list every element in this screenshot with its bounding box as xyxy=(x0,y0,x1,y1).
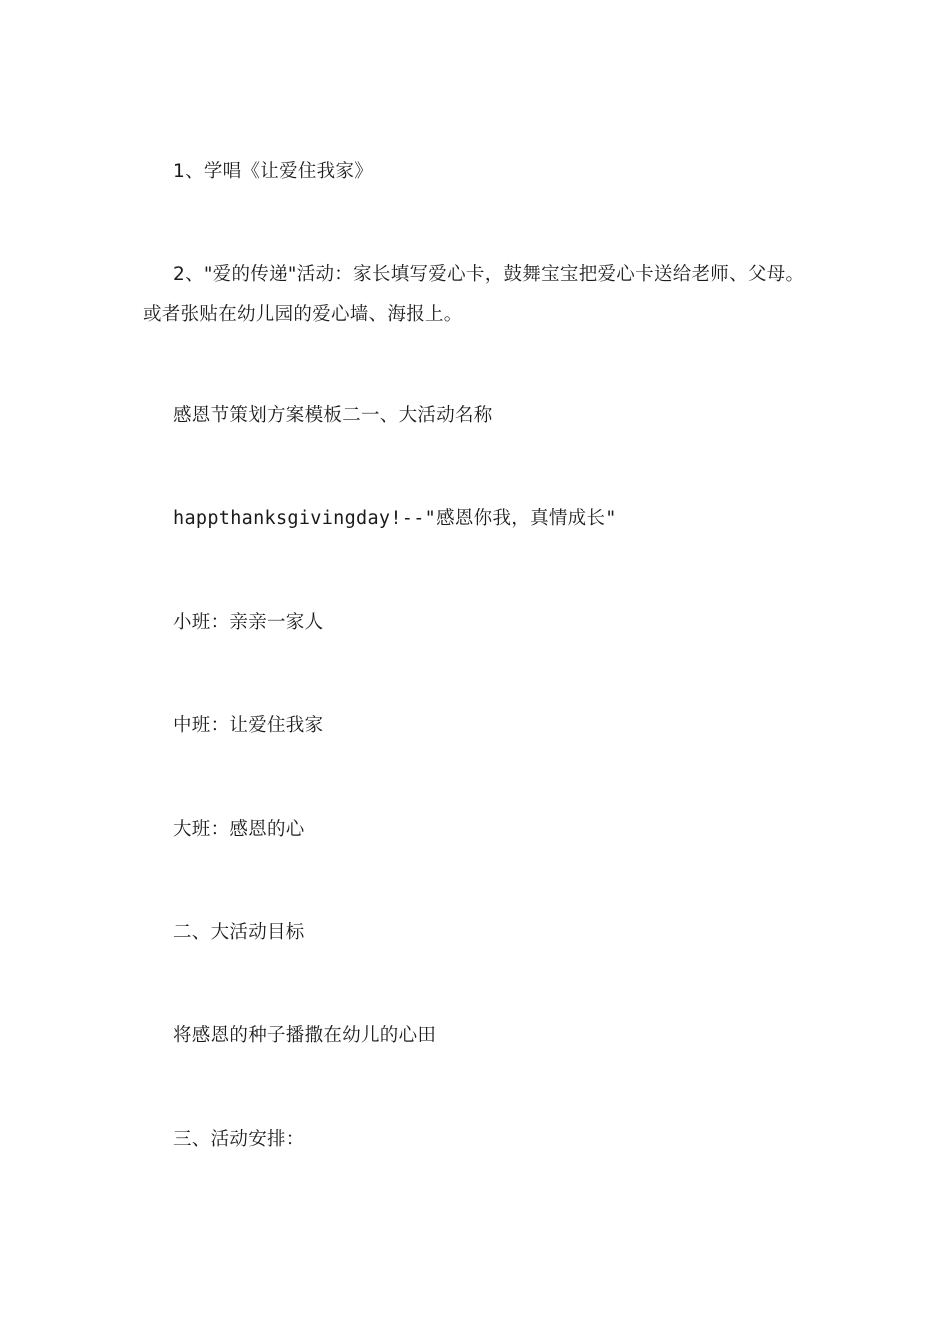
paragraph-love-card-activity: 2、"爱的传递"活动：家长填写爱心卡，鼓舞宝宝把爱心卡送给老师、父母。或者张贴在幼儿园的爱心墙、海报上。 xyxy=(143,264,805,325)
paragraph-goal-text: 将感恩的种子播撒在幼儿的心田 xyxy=(173,1025,437,1046)
paragraph-song: 1、学唱《让爱住我家》 xyxy=(173,161,374,182)
paragraph-middle-class: 中班：让爱住我家 xyxy=(173,715,324,736)
paragraph-arrangement-heading: 三、活动安排： xyxy=(173,1129,305,1150)
paragraph-theme-slogan: happthanksgivingday!--"感恩你我，真情成长" xyxy=(173,508,617,529)
paragraph-goal-heading: 二、大活动目标 xyxy=(173,922,305,943)
paragraph-small-class: 小班：亲亲一家人 xyxy=(173,612,324,633)
paragraph-big-class: 大班：感恩的心 xyxy=(173,819,305,840)
paragraph-section-title: 感恩节策划方案模板二一、大活动名称 xyxy=(173,405,493,426)
